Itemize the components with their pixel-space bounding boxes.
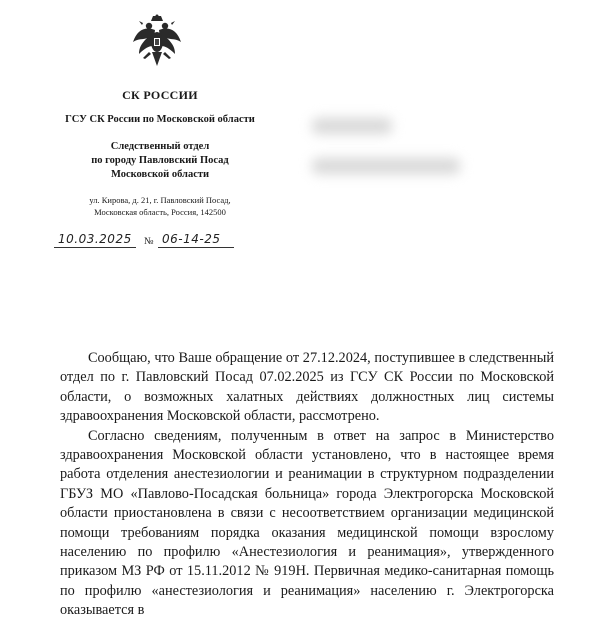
department-name: ГСУ СК России по Московской области — [65, 114, 255, 125]
number-underline — [158, 247, 234, 248]
russian-coat-of-arms-emblem-icon — [131, 14, 183, 68]
handwritten-number: 06-14-25 — [162, 232, 221, 246]
address-line: Московская область, Россия, 142500 — [94, 207, 226, 217]
division-name — [60, 140, 260, 182]
address — [60, 194, 260, 218]
redacted-recipient-email — [312, 158, 460, 174]
date-underline — [54, 247, 136, 248]
organization-name: СК РОССИИ — [122, 88, 198, 102]
number-sign: № — [144, 236, 154, 247]
division-line: Следственный отдел — [110, 141, 210, 152]
handwritten-date: 10.03.2025 — [58, 232, 132, 246]
redacted-recipient-name — [312, 118, 392, 134]
division-line: Московской области — [110, 169, 210, 180]
registration-line — [54, 232, 294, 254]
letter-body — [60, 349, 554, 621]
body-paragraph: Сообщаю, что Ваше обращение от 27.12.2024, поступившее в следственный отдел по г. Павловский Посад 07.02.2025 из ГСУ СК России по Московской области, о возможных халатных действиях должностных лиц системы здравоохранения Московской области, рассмотрено. — [60, 350, 554, 425]
body-paragraph: Согласно сведениям, полученным в ответ на запрос в Министерство здравоохранения Московской области установлено, что в настоящее время работа отделения анестезиологии и реанимации в структурном подразделении ГБУЗ МО «Павлово-Посадская больница» города Электрогорска Московской области приостановлена в связи с несоответствием организации медицинской помощи требованиям порядка оказания медицинской помощи взрослому населению по профилю «Анестезиология и реанимация», утвержденного приказом МЗ РФ от 15.11.2012 № 919Н. Первичная медико-санитарная помощь по профилю «анестезиология и реанимация» населению г. Электрогорска оказывается в — [60, 427, 554, 619]
division-line: по городу Павловский Посад — [91, 155, 229, 166]
address-line: ул. Кирова, д. 21, г. Павловский Посад, — [89, 195, 231, 205]
